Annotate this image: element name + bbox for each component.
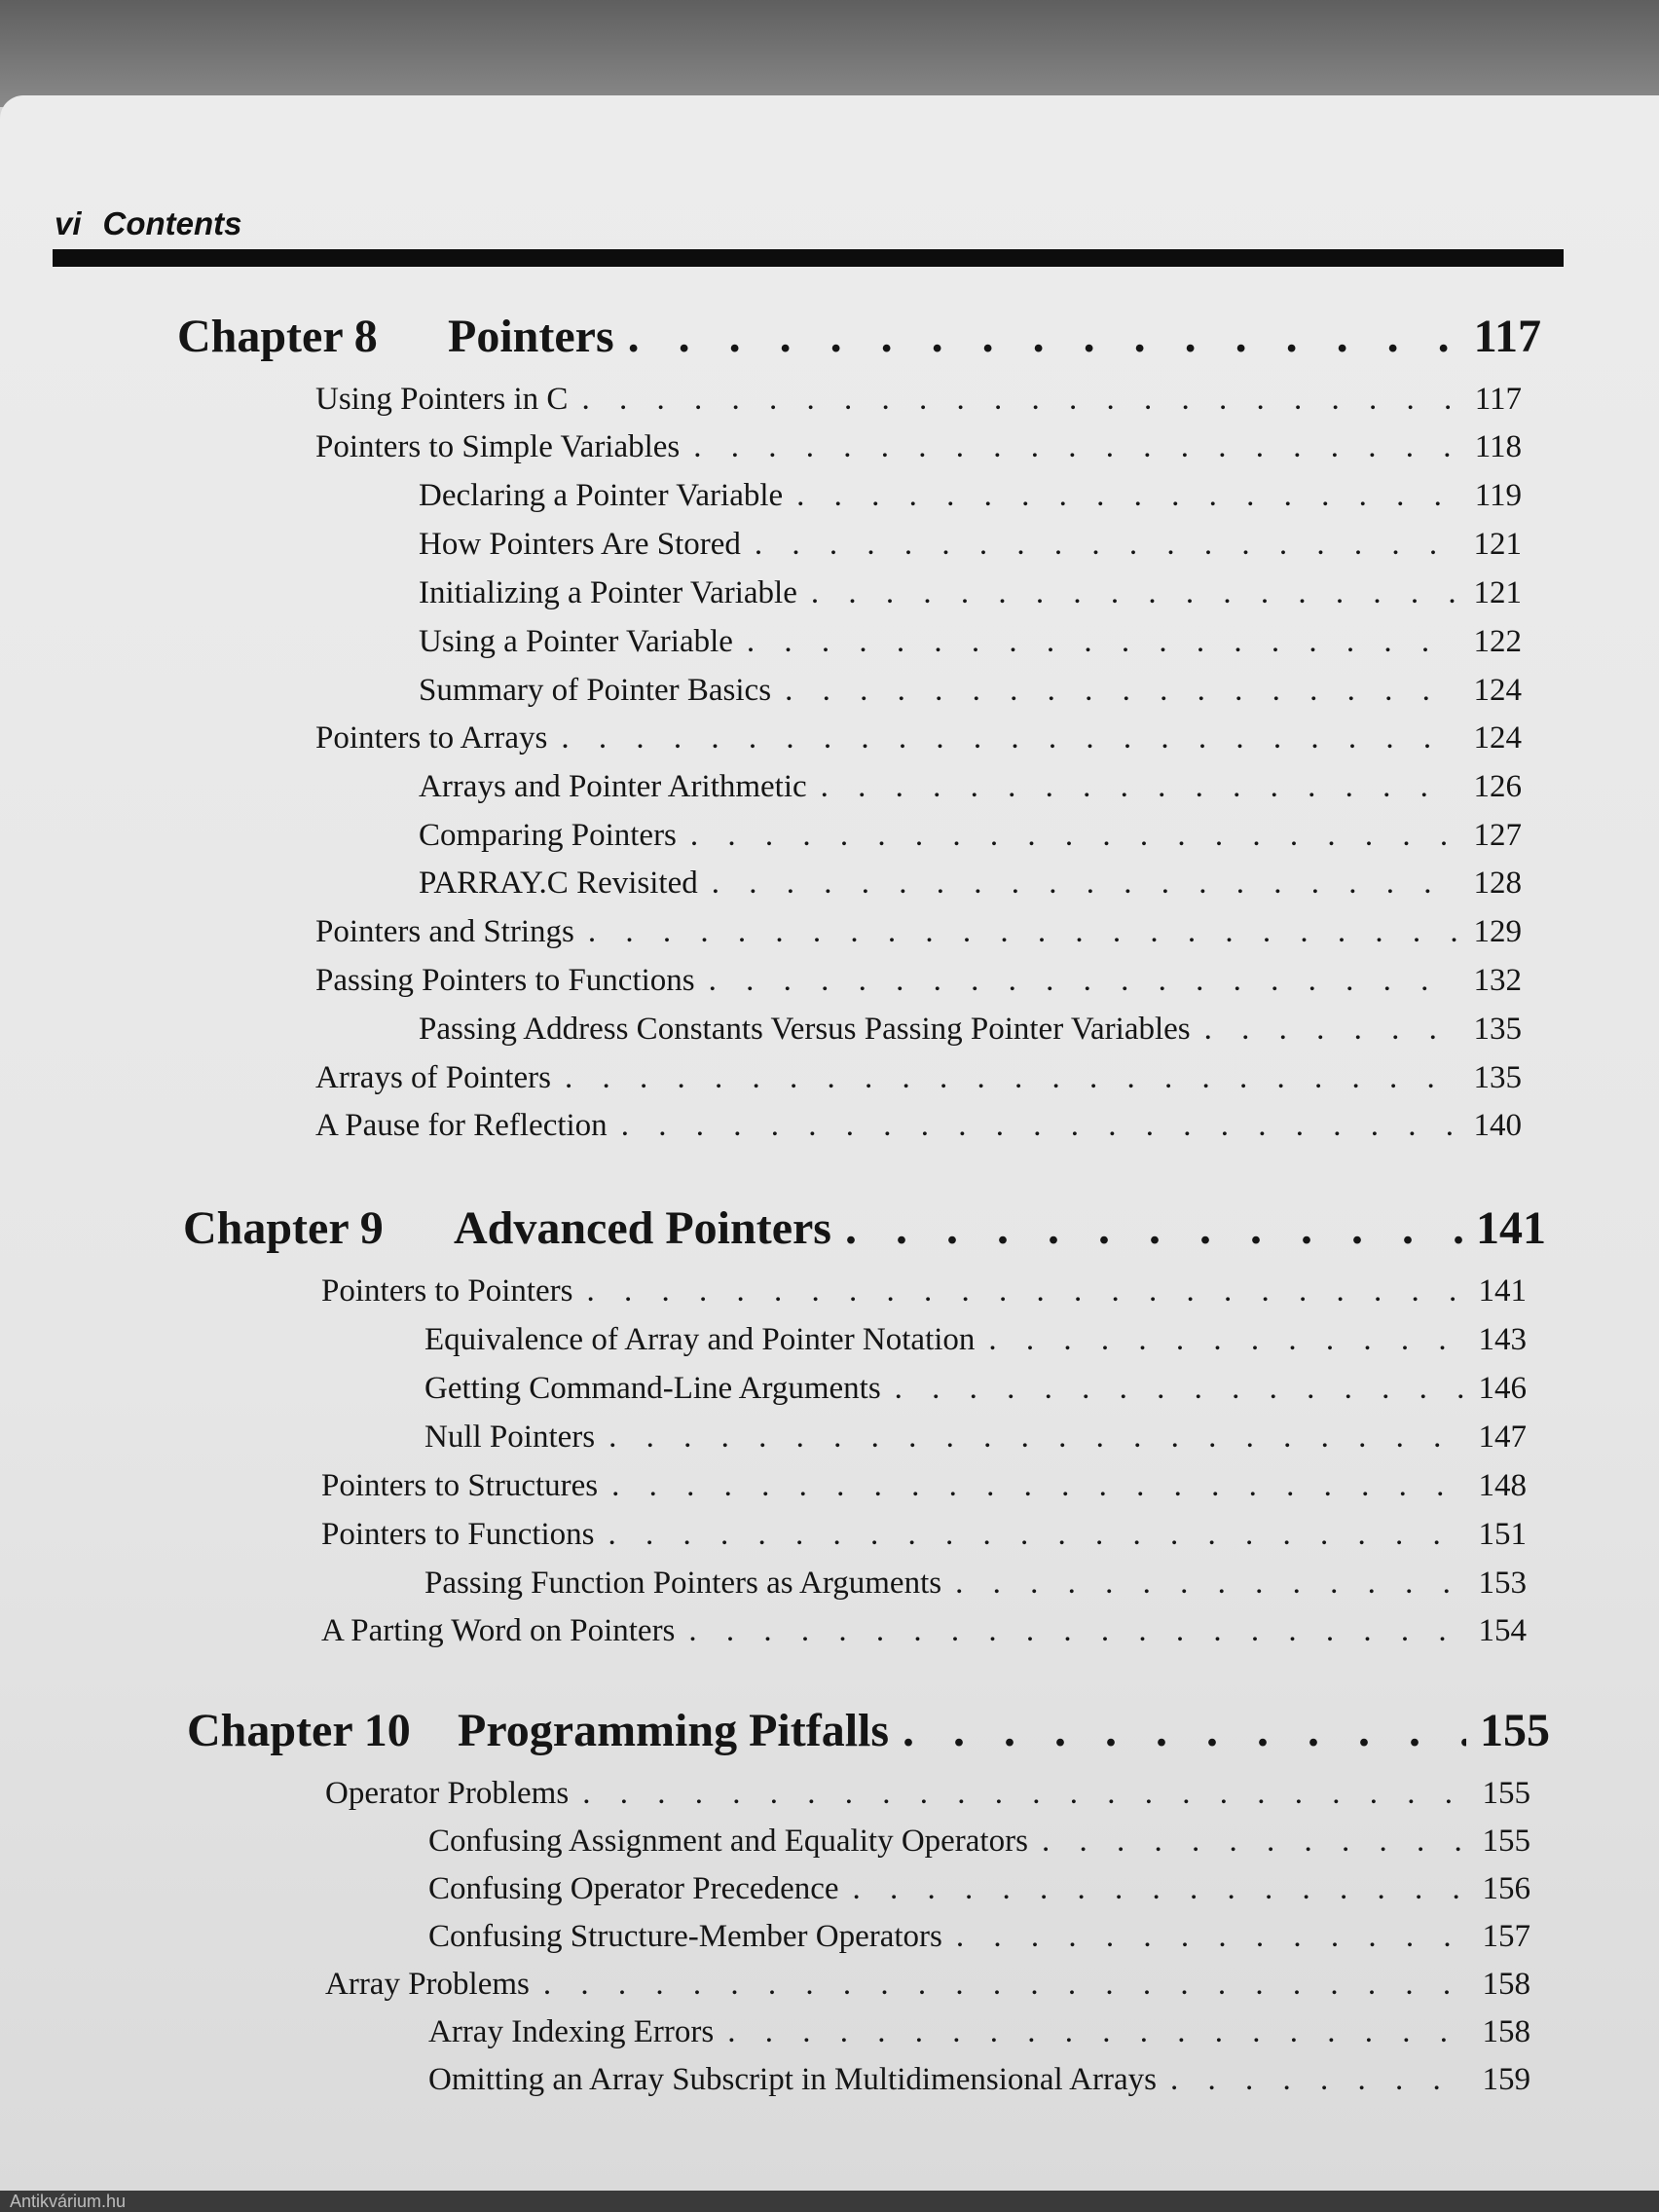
toc-section [315, 910, 1522, 953]
watermark: Antikvárium.hu [0, 2191, 1659, 2212]
entry-page: 126 [1473, 769, 1522, 804]
entry-title: Passing Pointers to Functions [315, 963, 695, 998]
background-strip [0, 0, 1659, 107]
entry-title: Pointers to Simple Variables [315, 429, 681, 464]
entry-title: Confusing Assignment and Equality Operators [428, 1824, 1028, 1859]
toc-subsection [424, 1416, 1527, 1458]
dot-leader [690, 814, 1459, 857]
entry-title: Null Pointers [424, 1419, 596, 1455]
toc-section [315, 425, 1522, 468]
dot-leader [853, 1867, 1468, 1910]
entry-page: 147 [1478, 1419, 1527, 1455]
entry-title: Pointers to Pointers [321, 1273, 573, 1309]
entry-page: 119 [1474, 478, 1522, 513]
dot-leader [821, 765, 1459, 808]
toc-section [315, 717, 1522, 759]
chapter-heading [177, 308, 1541, 366]
chapter-heading [187, 1702, 1550, 1760]
entry-page: 135 [1473, 1012, 1522, 1047]
dot-leader [903, 1702, 1466, 1760]
chapter-number: Chapter 10 [187, 1705, 411, 1756]
toc-subsection [424, 1562, 1527, 1604]
dot-leader [688, 1609, 1464, 1652]
chapter-title: Pointers [448, 311, 614, 362]
dot-leader [747, 620, 1459, 663]
entry-page: 155 [1482, 1776, 1530, 1811]
entry-title: Summary of Pointer Basics [419, 673, 772, 708]
dot-leader [543, 1963, 1468, 2006]
entry-page: 146 [1478, 1371, 1527, 1406]
dot-leader [1042, 1820, 1468, 1862]
toc-subsection [428, 1915, 1530, 1958]
dot-leader [709, 959, 1459, 1002]
dot-leader [727, 2010, 1468, 2053]
toc-section [315, 959, 1522, 1002]
toc-subsection [419, 474, 1522, 517]
toc-section [325, 1963, 1530, 2006]
dot-leader [988, 1318, 1464, 1361]
chapter-page: 117 [1473, 311, 1541, 362]
toc-subsection [419, 571, 1522, 614]
entry-title: Getting Command-Line Arguments [424, 1371, 881, 1406]
toc-subsection [419, 1008, 1522, 1051]
chapter-page: 141 [1476, 1202, 1546, 1254]
entry-page: 151 [1478, 1517, 1527, 1552]
toc-subsection [419, 669, 1522, 712]
dot-leader [628, 308, 1460, 366]
toc-section [321, 1513, 1527, 1556]
dot-leader [755, 523, 1459, 566]
entry-title: Equivalence of Array and Pointer Notation [424, 1322, 976, 1357]
dot-leader [582, 1772, 1468, 1815]
toc-subsection [419, 765, 1522, 808]
toc-subsection [428, 2058, 1530, 2101]
entry-title: Passing Address Constants Versus Passing Pointer Variables [419, 1012, 1191, 1047]
entry-title: Using Pointers in C [315, 382, 569, 417]
toc-subsection [419, 862, 1522, 904]
entry-title: Operator Problems [325, 1776, 570, 1811]
dot-leader [1204, 1008, 1459, 1051]
entry-title: Passing Function Pointers as Arguments [424, 1566, 942, 1601]
entry-page: 117 [1474, 382, 1522, 417]
entry-page: 158 [1482, 2014, 1530, 2049]
entry-title: A Parting Word on Pointers [321, 1613, 676, 1648]
toc-section [321, 1270, 1527, 1312]
entry-page: 135 [1473, 1060, 1522, 1095]
toc-subsection [428, 1820, 1530, 1862]
toc-section [315, 1104, 1522, 1147]
dot-leader [693, 425, 1459, 468]
entry-page: 159 [1482, 2062, 1530, 2097]
section-title: Contents [102, 205, 242, 241]
toc-subsection [428, 1867, 1530, 1910]
dot-leader [565, 1056, 1459, 1099]
dot-leader [1170, 2058, 1468, 2101]
entry-title: Pointers and Strings [315, 914, 574, 949]
toc-subsection [419, 814, 1522, 857]
dot-leader [895, 1367, 1464, 1410]
toc-subsection [424, 1318, 1527, 1361]
entry-title: Pointers to Arrays [315, 720, 548, 756]
toc-subsection [419, 620, 1522, 663]
header-rule [53, 249, 1564, 267]
dot-leader [785, 669, 1459, 712]
entry-page: 124 [1473, 720, 1522, 756]
entry-page: 118 [1474, 429, 1522, 464]
entry-title: Array Indexing Errors [428, 2014, 715, 2049]
dot-leader [956, 1915, 1468, 1958]
entry-title: Using a Pointer Variable [419, 624, 733, 659]
entry-page: 132 [1473, 963, 1522, 998]
entry-page: 143 [1478, 1322, 1527, 1357]
chapter-page: 155 [1480, 1705, 1550, 1756]
entry-page: 121 [1473, 527, 1522, 562]
chapter-number: Chapter 8 [177, 311, 378, 362]
entry-title: Omitting an Array Subscript in Multidimensional Arrays [428, 2062, 1157, 2097]
entry-page: 155 [1482, 1824, 1530, 1859]
entry-title: Pointers to Functions [321, 1517, 595, 1552]
entry-page: 141 [1478, 1273, 1527, 1309]
entry-title: Confusing Structure-Member Operators [428, 1919, 942, 1954]
chapter-title: Programming Pitfalls [458, 1705, 890, 1756]
page-numeral: vi [55, 205, 82, 241]
toc-section [315, 1056, 1522, 1099]
chapter-heading [183, 1199, 1546, 1258]
toc-section [325, 1772, 1530, 1815]
entry-page: 140 [1473, 1108, 1522, 1143]
entry-page: 148 [1478, 1468, 1527, 1503]
dot-leader [561, 717, 1459, 759]
entry-page: 129 [1473, 914, 1522, 949]
entry-page: 153 [1478, 1566, 1527, 1601]
entry-title: PARRAY.C Revisited [419, 866, 698, 901]
entry-title: Arrays and Pointer Arithmetic [419, 769, 807, 804]
toc-subsection [424, 1367, 1527, 1410]
entry-page: 122 [1473, 624, 1522, 659]
toc-section [321, 1609, 1527, 1652]
dot-leader [712, 862, 1459, 904]
dot-leader [608, 1416, 1464, 1458]
dot-leader [796, 474, 1459, 517]
toc-subsection [419, 523, 1522, 566]
toc-subsection [428, 2010, 1530, 2053]
toc-section [315, 378, 1522, 421]
chapter-title: Advanced Pointers [454, 1202, 831, 1254]
entry-title: Comparing Pointers [419, 818, 677, 853]
dot-leader [608, 1513, 1464, 1556]
toc-section [321, 1464, 1527, 1507]
entry-page: 156 [1482, 1871, 1530, 1906]
entry-title: Declaring a Pointer Variable [419, 478, 784, 513]
dot-leader [611, 1464, 1464, 1507]
entry-page: 128 [1473, 866, 1522, 901]
entry-title: How Pointers Are Stored [419, 527, 741, 562]
entry-page: 121 [1473, 575, 1522, 610]
entry-page: 154 [1478, 1613, 1527, 1648]
entry-title: Array Problems [325, 1967, 530, 2002]
entry-title: Pointers to Structures [321, 1468, 599, 1503]
dot-leader [955, 1562, 1464, 1604]
running-header [55, 204, 242, 243]
entry-page: 127 [1473, 818, 1522, 853]
entry-title: Arrays of Pointers [315, 1060, 551, 1095]
entry-page: 157 [1482, 1919, 1530, 1954]
entry-page: 158 [1482, 1967, 1530, 2002]
dot-leader [621, 1104, 1459, 1147]
entry-title: A Pause for Reflection [315, 1108, 608, 1143]
entry-page: 124 [1473, 673, 1522, 708]
dot-leader [811, 571, 1459, 614]
dot-leader [587, 1270, 1464, 1312]
dot-leader [588, 910, 1459, 953]
dot-leader [845, 1199, 1462, 1258]
dot-leader [581, 378, 1459, 421]
entry-title: Initializing a Pointer Variable [419, 575, 797, 610]
entry-title: Confusing Operator Precedence [428, 1871, 839, 1906]
chapter-number: Chapter 9 [183, 1202, 384, 1254]
